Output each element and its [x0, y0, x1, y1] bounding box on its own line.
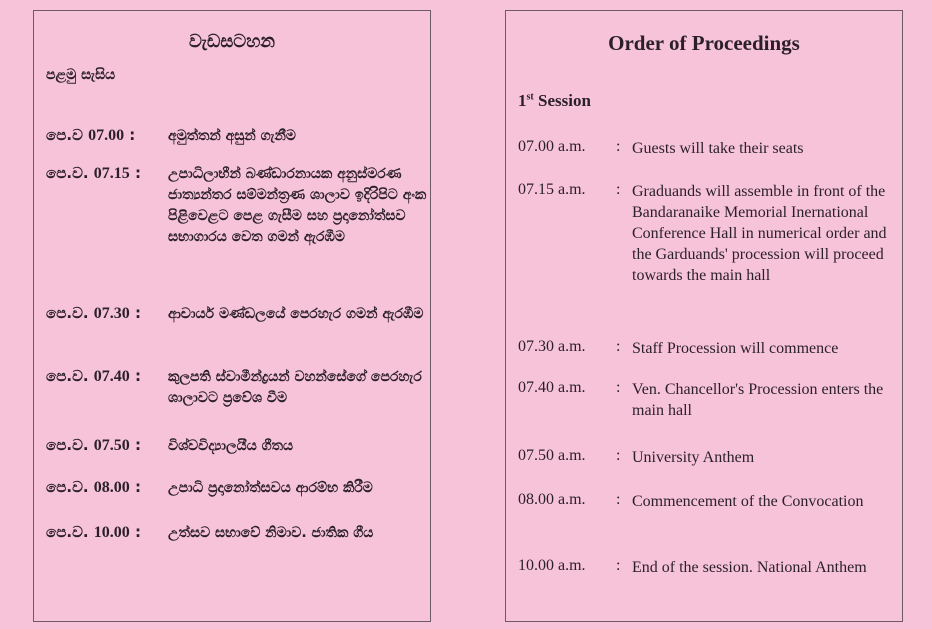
sinhala-time [46, 478, 168, 499]
time-value: 07.15 [93, 165, 130, 182]
sinhala-event-text: උපාධිලාභීන් බණ්ඩාරනායක අනුස්මරණ ජාත්‍යන්තර සම්මන්ත්‍රණ ශාලාව ඉදිරිපිට අංක පිළිවෙළට පෙළ ගැසීම සහ ප්‍රදානෝත්සව සභාගාරය වෙත ගමන් ඇරඹීම [168, 166, 427, 245]
sinhala-schedule-row [46, 164, 428, 248]
time-value: 07.00 [88, 127, 125, 144]
sinhala-time [46, 367, 168, 409]
time-separator: : [616, 379, 621, 396]
time-prefix: පෙ.ව. [46, 523, 94, 541]
time-prefix: පෙ.ව. [46, 436, 94, 454]
sinhala-time [46, 126, 168, 147]
time-prefix: පෙ.ව. [46, 164, 94, 182]
time-prefix: පෙ.ව [46, 126, 89, 144]
time-separator: : [616, 491, 621, 508]
time-separator: : [616, 557, 621, 574]
sinhala-event-text: ආචාර්ය මණ්ඩලයේ පෙරහැර ගමන් ඇරඹීම [168, 306, 424, 322]
time-separator: : [616, 338, 621, 355]
time-prefix: පෙ.ව. [46, 367, 94, 385]
english-event-text: Commencement of the Convocation [632, 493, 864, 510]
time-separator: : [129, 436, 142, 454]
english-time: 07.50 a.m. [518, 447, 586, 464]
sinhala-time [46, 164, 168, 248]
time-separator: : [129, 523, 142, 541]
time-separator: : [129, 304, 142, 322]
session-ordinal: st [526, 91, 534, 103]
english-time: 07.30 a.m. [518, 338, 586, 355]
sinhala-time [46, 436, 168, 457]
english-event-text: Ven. Chancellor's Procession enters the main hall [632, 381, 884, 419]
sinhala-event-text: උත්සව සභාවේ නිමාව. ජාතික ගීය [168, 525, 374, 541]
english-programme-panel [505, 10, 903, 622]
sinhala-event-text: උපාධි ප්‍රදානෝත්සවය ආරම්භ කිරීම [168, 480, 373, 496]
english-event-text: Guests will take their seats [632, 140, 804, 157]
time-separator: : [129, 478, 142, 496]
time-value: 08.00 [93, 479, 130, 496]
english-schedule-row [518, 379, 902, 421]
english-event-text: Staff Procession will commence [632, 340, 839, 357]
time-separator: : [129, 164, 142, 182]
time-separator: : [129, 367, 142, 385]
time-value: 07.50 [93, 437, 130, 454]
english-schedule-row [518, 557, 902, 578]
english-time: 08.00 a.m. [518, 491, 586, 508]
sinhala-schedule-row [46, 367, 428, 409]
sinhala-title: වැඩසටහන [189, 31, 275, 52]
sinhala-event-text: අමුත්තන් අසුන් ගැනීම [168, 128, 296, 144]
time-separator: : [616, 447, 621, 464]
sinhala-time [46, 523, 168, 544]
sinhala-event-text: විශ්වවිද්‍යාලයීය ගීතය [168, 438, 294, 454]
english-schedule-row [518, 138, 902, 159]
english-event-text: Graduands will assemble in front of the Bandaranaike Memorial Inernational Conference Hall in numerical order and the Garduands' procession will proceed towards the main hall [632, 183, 887, 284]
time-value: 10.00 [93, 524, 130, 541]
english-event-text: End of the session. National Anthem [632, 559, 867, 576]
sinhala-programme-panel [33, 10, 431, 622]
time-separator: : [616, 138, 621, 155]
sinhala-schedule-row [46, 478, 428, 499]
session-number: 1 [518, 91, 527, 110]
english-time: 10.00 a.m. [518, 557, 586, 574]
sinhala-schedule-row [46, 523, 428, 544]
english-event-text: University Anthem [632, 449, 755, 466]
session-word: Session [533, 91, 591, 110]
time-value: 07.30 [93, 305, 130, 322]
sinhala-schedule-row [46, 436, 428, 457]
sinhala-time [46, 304, 168, 325]
english-session-heading [518, 91, 591, 111]
english-schedule-row [518, 447, 902, 468]
english-schedule-row [518, 338, 902, 359]
english-title: Order of Proceedings [608, 31, 800, 55]
time-value: 07.40 [93, 368, 130, 385]
sinhala-schedule-row [46, 126, 428, 147]
english-time: 07.40 a.m. [518, 379, 586, 396]
time-prefix: පෙ.ව. [46, 478, 94, 496]
english-schedule-row [518, 181, 902, 286]
english-time: 07.15 a.m. [518, 181, 586, 198]
sinhala-schedule-row [46, 304, 428, 325]
time-prefix: පෙ.ව. [46, 304, 94, 322]
english-time: 07.00 a.m. [518, 138, 586, 155]
sinhala-event-text: කුලපති ස්වාමීන්ද්‍රයන් වහන්සේගේ පෙරහැර ශාලාවට ප්‍රවේශ වීම [168, 369, 422, 406]
english-schedule-row [518, 491, 902, 512]
time-separator: : [124, 126, 136, 144]
sinhala-session-heading: පළමු සැසිය [46, 67, 116, 83]
time-separator: : [616, 181, 621, 198]
